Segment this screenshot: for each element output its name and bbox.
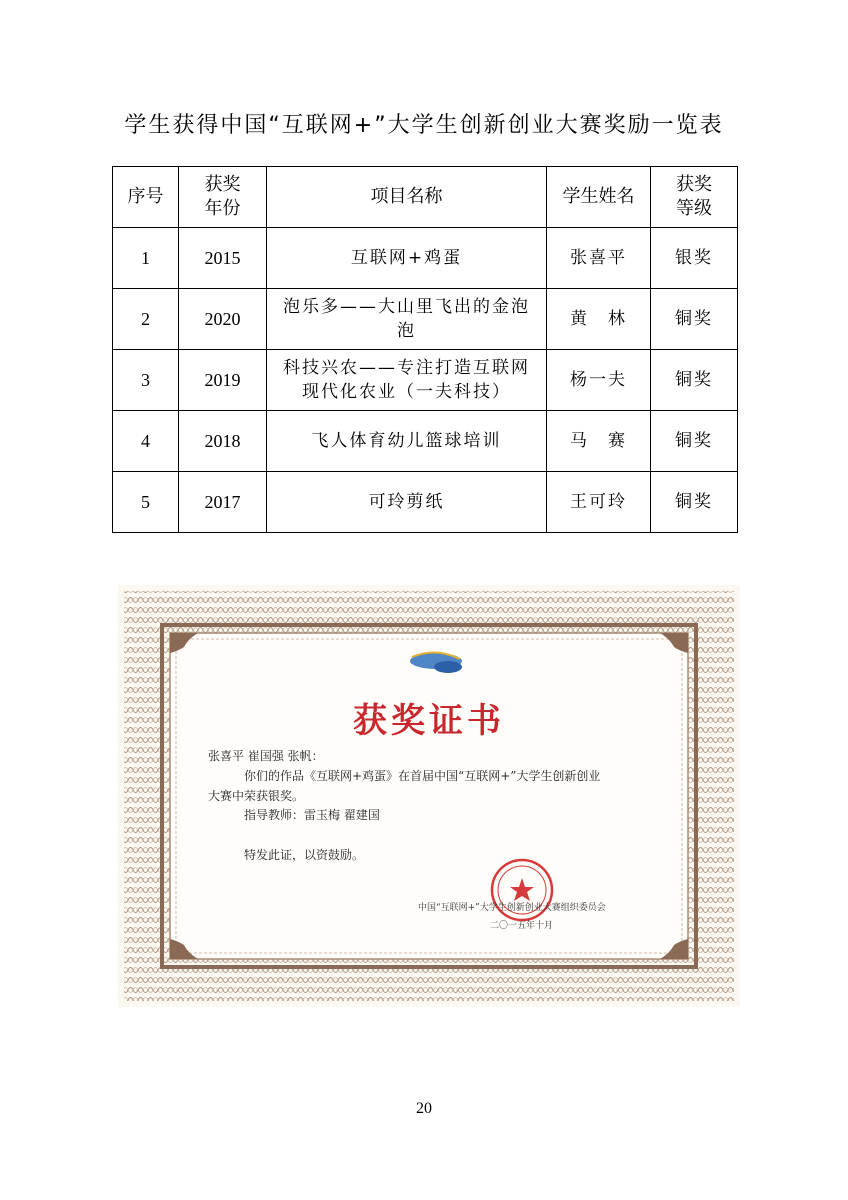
cell-index: 5 bbox=[113, 472, 179, 533]
table-row bbox=[113, 411, 738, 472]
cell-project-text: 科技兴农——专注打造互联网现代化农业（一夫科技） bbox=[283, 358, 530, 402]
table-row bbox=[113, 289, 738, 350]
cell-project-text: 互联网+鸡蛋 bbox=[350, 248, 463, 268]
header-level bbox=[651, 167, 738, 228]
table-row bbox=[113, 472, 738, 533]
certificate-body-line2: 大赛中荣获银奖。 bbox=[208, 789, 305, 803]
header-project: 项目名称 bbox=[267, 167, 547, 228]
cell-index: 2 bbox=[113, 289, 179, 350]
table-row bbox=[113, 350, 738, 411]
cell-project bbox=[267, 289, 547, 350]
cell-student: 张喜平 bbox=[547, 228, 651, 289]
cell-year: 2018 bbox=[179, 411, 267, 472]
cell-project-text: 飞人体育幼儿篮球培训 bbox=[311, 431, 502, 451]
cell-project bbox=[267, 411, 547, 472]
cell-year: 2017 bbox=[179, 472, 267, 533]
cell-index: 4 bbox=[113, 411, 179, 472]
cell-level: 铜奖 bbox=[651, 472, 738, 533]
certificate-date: 二〇一五年十月 bbox=[490, 921, 554, 931]
cell-year: 2015 bbox=[179, 228, 267, 289]
header-year-line1: 获奖 bbox=[204, 174, 241, 195]
cell-student: 黄 林 bbox=[547, 289, 651, 350]
header-level-line1: 获奖 bbox=[676, 174, 712, 195]
awards-table bbox=[112, 166, 738, 533]
cell-project-text: 泡乐多——大山里飞出的金泡泡 bbox=[283, 297, 530, 341]
certificate-closing: 特发此证，以资鼓励。 bbox=[244, 848, 365, 862]
cell-level: 银奖 bbox=[651, 228, 738, 289]
cell-level: 铜奖 bbox=[651, 289, 738, 350]
certificate-body-line1: 你们的作品《互联网+鸡蛋》在首届中国“互联网+”大学生创新创业 bbox=[244, 769, 601, 783]
header-year bbox=[179, 167, 267, 228]
cell-student: 马 赛 bbox=[547, 411, 651, 472]
cell-year: 2019 bbox=[179, 350, 267, 411]
cell-year: 2020 bbox=[179, 289, 267, 350]
cell-project-text: 可玲剪纸 bbox=[368, 492, 445, 512]
cell-index: 3 bbox=[113, 350, 179, 411]
header-year-line2: 年份 bbox=[204, 198, 241, 219]
table-header-row bbox=[113, 167, 738, 228]
cell-student: 杨一夫 bbox=[547, 350, 651, 411]
certificate-organizer: 中国“互联网+”大学生创新创业大赛组织委员会 bbox=[418, 903, 606, 913]
certificate-recipients: 张喜平 崔国强 张帆： bbox=[208, 749, 324, 763]
header-student: 学生姓名 bbox=[547, 167, 651, 228]
award-certificate bbox=[118, 585, 740, 1007]
certificate-title: 获奖证书 bbox=[353, 701, 505, 741]
cell-index: 1 bbox=[113, 228, 179, 289]
certificate-advisors: 指导教师：雷玉梅 翟建国 bbox=[244, 808, 380, 822]
cell-project bbox=[267, 228, 547, 289]
cell-project bbox=[267, 472, 547, 533]
table-row bbox=[113, 228, 738, 289]
header-level-line2: 等级 bbox=[676, 198, 712, 219]
cell-project bbox=[267, 350, 547, 411]
cell-level: 铜奖 bbox=[651, 350, 738, 411]
page-title: 学生获得中国“互联网+”大学生创新创业大赛奖励一览表 bbox=[124, 113, 724, 138]
cell-level: 铜奖 bbox=[651, 411, 738, 472]
page-number: 20 bbox=[416, 1100, 432, 1117]
cell-student: 王可玲 bbox=[547, 472, 651, 533]
header-index: 序号 bbox=[113, 167, 179, 228]
